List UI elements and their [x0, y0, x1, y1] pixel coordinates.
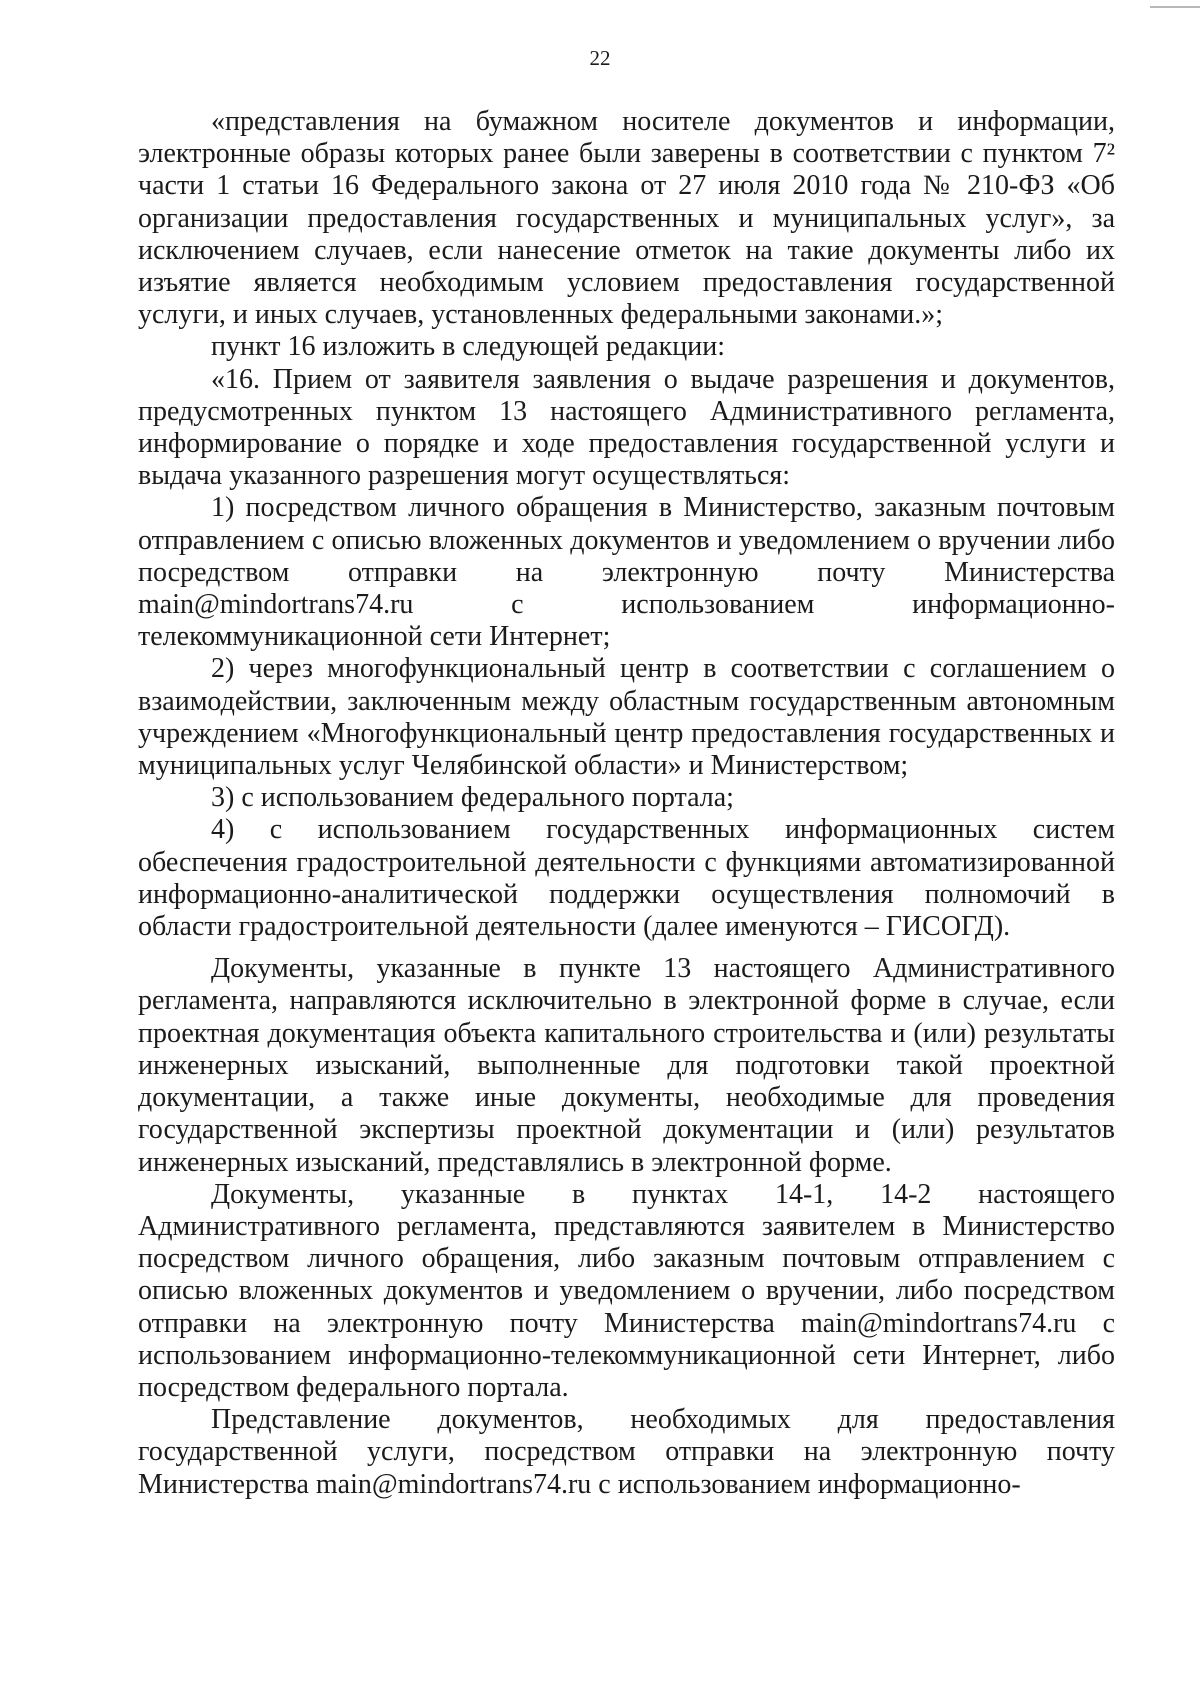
- paragraph-10: Представление документов, необходимых для предоставления государственной услуги, посредством отправки на электронную почту Министерства main@mindortrans74.ru с использованием информационно-: [138, 1404, 1115, 1500]
- paragraph-7: 4) с использованием государственных информационных систем обеспечения градостроительной деятельности с функциями автоматизированной информационно-аналитической поддержки осуществления полномочий в области градостроительной деятельности (далее именуются – ГИСОГД).: [138, 814, 1115, 943]
- paragraph-5: 2) через многофункциональный центр в соответствии с соглашением о взаимодействии, заключенным между областным государственным автономным учреждением «Многофункциональный центр предоставления государственных и муниципальных услуг Челябинской области» и Министерством;: [138, 653, 1115, 782]
- page-number: 22: [589, 46, 611, 70]
- scan-edge-mark: [1150, 6, 1200, 8]
- paragraph-3: «16. Прием от заявителя заявления о выдаче разрешения и документов, предусмотренных пунктом 13 настоящего Административного регламента, информирование о порядке и ходе предоставления государственной услуги и выдача указанного разрешения могут осуществляться:: [138, 363, 1115, 492]
- paragraph-4: 1) посредством личного обращения в Министерство, заказным почтовым отправлением с описью вложенных документов и уведомлением о вручении либо посредством отправки на электронную почту Министерства main@mindortrans74.ru с использованием информационно-телекоммуникационной сети Интернет;: [138, 492, 1115, 653]
- paragraph-8: Документы, указанные в пункте 13 настоящего Административного регламента, направляются исключительно в электронной форме в случае, если проектная документация объекта капитального строительства и (или) результаты инженерных изысканий, выполненные для подготовки такой проектной документации, а также иные документы, необходимые для проведения государственной экспертизы проектной документации и (или) результатов инженерных изысканий, представлялись в электронной форме.: [138, 953, 1115, 1178]
- paragraph-1: «представления на бумажном носителе документов и информации, электронные образы которых ранее были заверены в соответствии с пунктом 7² части 1 статьи 16 Федерального закона от 27 июля 2010 года № 210-ФЗ «Об организации предоставления государственных и муниципальных услуг», за исключением случаев, если нанесение отметок на такие документы либо их изъятие является необходимым условием предоставления государственной услуги, и иных случаев, установленных федеральными законами.»;: [138, 106, 1115, 331]
- paragraph-6: 3) с использованием федерального портала;: [211, 782, 734, 814]
- paragraph-9: Документы, указанные в пунктах 14-1, 14-2 настоящего Административного регламента, представляются заявителем в Министерство посредством личного обращения, либо заказным почтовым отправлением с описью вложенных документов и уведомлением о вручении, либо посредством отправки на электронную почту Министерства main@mindortrans74.ru с использованием информационно-телекоммуникационной сети Интернет, либо посредством федерального портала.: [138, 1178, 1115, 1403]
- paragraph-2: пункт 16 изложить в следующей редакции:: [211, 331, 725, 363]
- document-body: [138, 106, 1115, 1501]
